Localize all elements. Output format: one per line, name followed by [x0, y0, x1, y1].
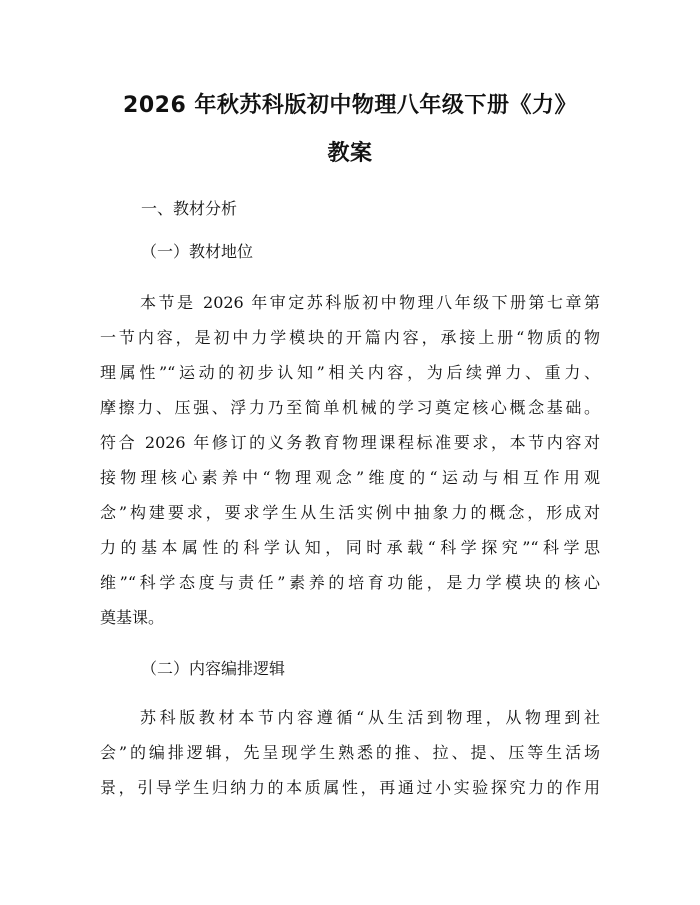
paragraph-line: 景，引导学生归纳力的本质属性，再通过小实验探究力的作用 [100, 778, 600, 797]
paragraph-line: 会”的编排逻辑，先呈现学生熟悉的推、拉、提、压等生活场 [100, 743, 600, 762]
document-title-line-1: 2026 年秋苏科版初中物理八年级下册《力》 [123, 93, 577, 118]
paragraph-line: 力的基本属性的科学认知，同时承载“科学探究”“科学思 [100, 538, 600, 557]
subsection-heading-material-position: （一）教材地位 [141, 242, 254, 261]
paragraph-line: 理属性”“运动的初步认知”相关内容，为后续弹力、重力、 [100, 363, 600, 382]
paragraph-content-arrangement [100, 700, 600, 805]
paragraph-line: 维”“科学态度与责任”素养的培育功能，是力学模块的核心 [100, 573, 600, 592]
paragraph-line: 念”构建要求，要求学生从生活实例中抽象力的概念，形成对 [100, 503, 600, 522]
paragraph-line: 苏科版教材本节内容遵循“从生活到物理，从物理到社 [140, 708, 600, 727]
section-heading-teaching-material-analysis: 一、教材分析 [141, 199, 238, 218]
subsection-heading-content-arrangement: （二）内容编排逻辑 [141, 659, 286, 678]
paragraph-line: 接物理核心素养中“物理观念”维度的“运动与相互作用观 [100, 468, 600, 487]
paragraph-line: 奠基课。 [100, 608, 165, 627]
paragraph-line: 摩擦力、压强、浮力乃至简单机械的学习奠定核心概念基础。 [100, 398, 600, 417]
document-title-line-2: 教案 [327, 141, 373, 166]
paragraph-line: 符合 2026 年修订的义务教育物理课程标准要求，本节内容对 [100, 433, 600, 452]
paragraph-line: 一节内容，是初中力学模块的开篇内容，承接上册“物质的物 [100, 328, 600, 347]
paragraph-material-position [100, 285, 600, 635]
paragraph-line: 本节是 2026 年审定苏科版初中物理八年级下册第七章第 [140, 293, 600, 312]
